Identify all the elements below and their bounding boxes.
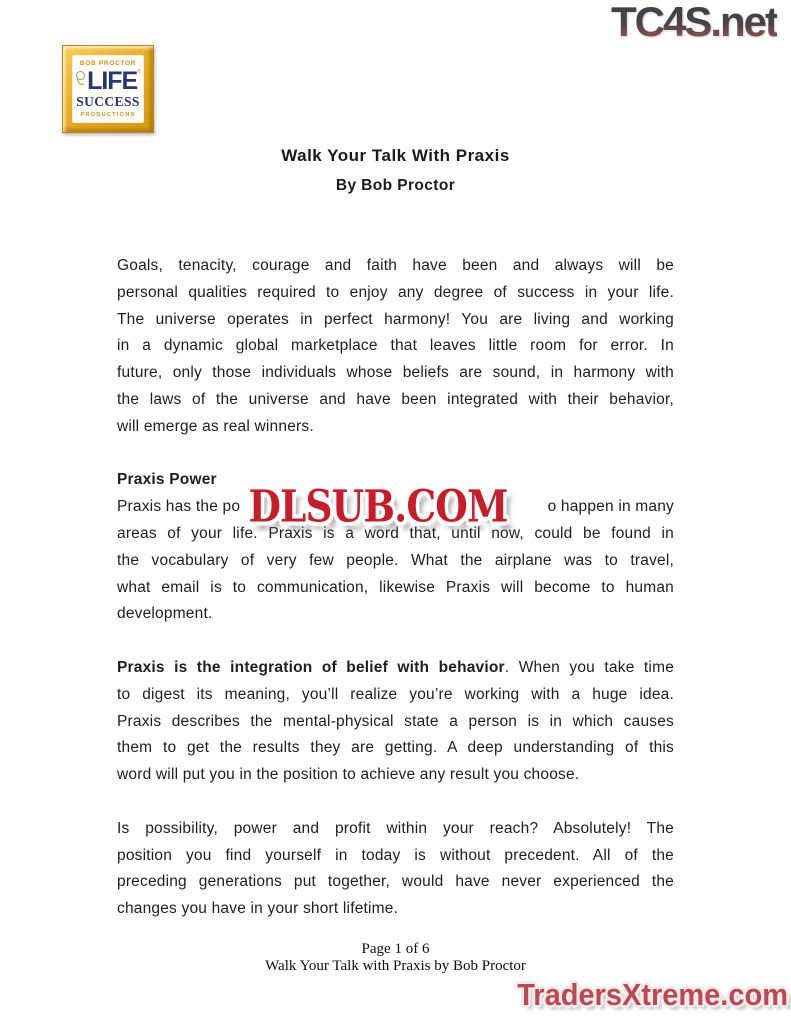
body-line: in a dynamic global marketplace that leaves little room for error. In <box>117 337 674 355</box>
body-line: preceding generations put together, would have never experienced the <box>117 873 674 891</box>
body-line: personal qualities required to enjoy any degree of success in your life. <box>117 283 674 301</box>
logo-life-label: LIFE <box>87 67 138 96</box>
body-line: what email is to communication, likewise Praxis will become to human <box>117 578 674 596</box>
life-success-logo <box>62 45 154 133</box>
body-line: the laws of the universe and have been integrated with their behavior, <box>117 390 674 408</box>
body-line: areas of your life. Praxis is a word that, until now, could be found in <box>117 524 674 542</box>
tradersxtreme-watermark: TradersXtreme.com <box>517 979 788 1013</box>
body-line: Is possibility, power and profit within your reach? Absolutely! The <box>117 819 674 837</box>
logo-productions-label: PRODUCTIONS <box>80 111 136 118</box>
body-line: word will put you in the position to achieve any result you choose. <box>117 766 580 784</box>
body-line: changes you have in your short lifetime. <box>117 900 399 918</box>
page-footer <box>0 941 791 974</box>
paragraph-3 <box>117 655 674 789</box>
document-body <box>117 253 674 923</box>
body-line: The universe operates in perfect harmony! You are living and working <box>117 310 674 328</box>
body-line: them to get the results they are getting. A deep understanding of this <box>117 739 674 757</box>
section-heading: Praxis Power <box>117 471 217 489</box>
body-line: Praxis describes the mental-physical state a person is in which causes <box>117 712 674 730</box>
paragraph-2 <box>117 467 674 628</box>
body-line: development. <box>117 605 213 623</box>
bold-lead-text: Praxis is the integration of belief with behavior <box>117 658 505 676</box>
footer-page-number: Page 1 of 6 <box>361 941 430 957</box>
body-line: will emerge as real winners. <box>117 417 314 435</box>
logo-success-label: SUCCESS <box>76 94 140 110</box>
body-line-fragment-right: o happen in many <box>547 498 674 516</box>
dlsub-watermark: DLSUB.COM <box>247 481 508 533</box>
logo-bob-proctor-label: BOB PROCTOR <box>79 60 137 68</box>
body-line: to digest its meaning, you’ll realize you’re working with a huge idea. <box>117 685 674 703</box>
body-line: the vocabulary of very few people. What the airplane was to travel, <box>117 551 674 569</box>
body-line: position you find yourself in today is without precedent. All of the <box>117 846 674 864</box>
byline: By Bob Proctor <box>335 177 456 194</box>
paragraph-1 <box>117 253 674 441</box>
body-line: Goals, tenacity, courage and faith have been and always will be <box>117 257 674 274</box>
body-line-fragment: . When you take time <box>504 658 675 676</box>
life-success-logo-panel <box>72 55 144 123</box>
logo-main-row <box>75 69 141 94</box>
life-logo-figure-icon <box>75 69 86 85</box>
registered-mark-icon: ® <box>137 69 141 76</box>
body-line: future, only those individuals whose beliefs are sound, in harmony with <box>117 364 674 382</box>
body-line <box>117 655 674 682</box>
footer-doc-title: Walk Your Talk with Praxis by Bob Proctor <box>265 957 526 974</box>
tc4s-watermark: TC4S.net <box>610 0 777 45</box>
paragraph-4 <box>117 816 674 923</box>
body-line-fragment-left: Praxis has the po <box>117 498 241 516</box>
page-title: Walk Your Talk With Praxis <box>281 146 510 165</box>
